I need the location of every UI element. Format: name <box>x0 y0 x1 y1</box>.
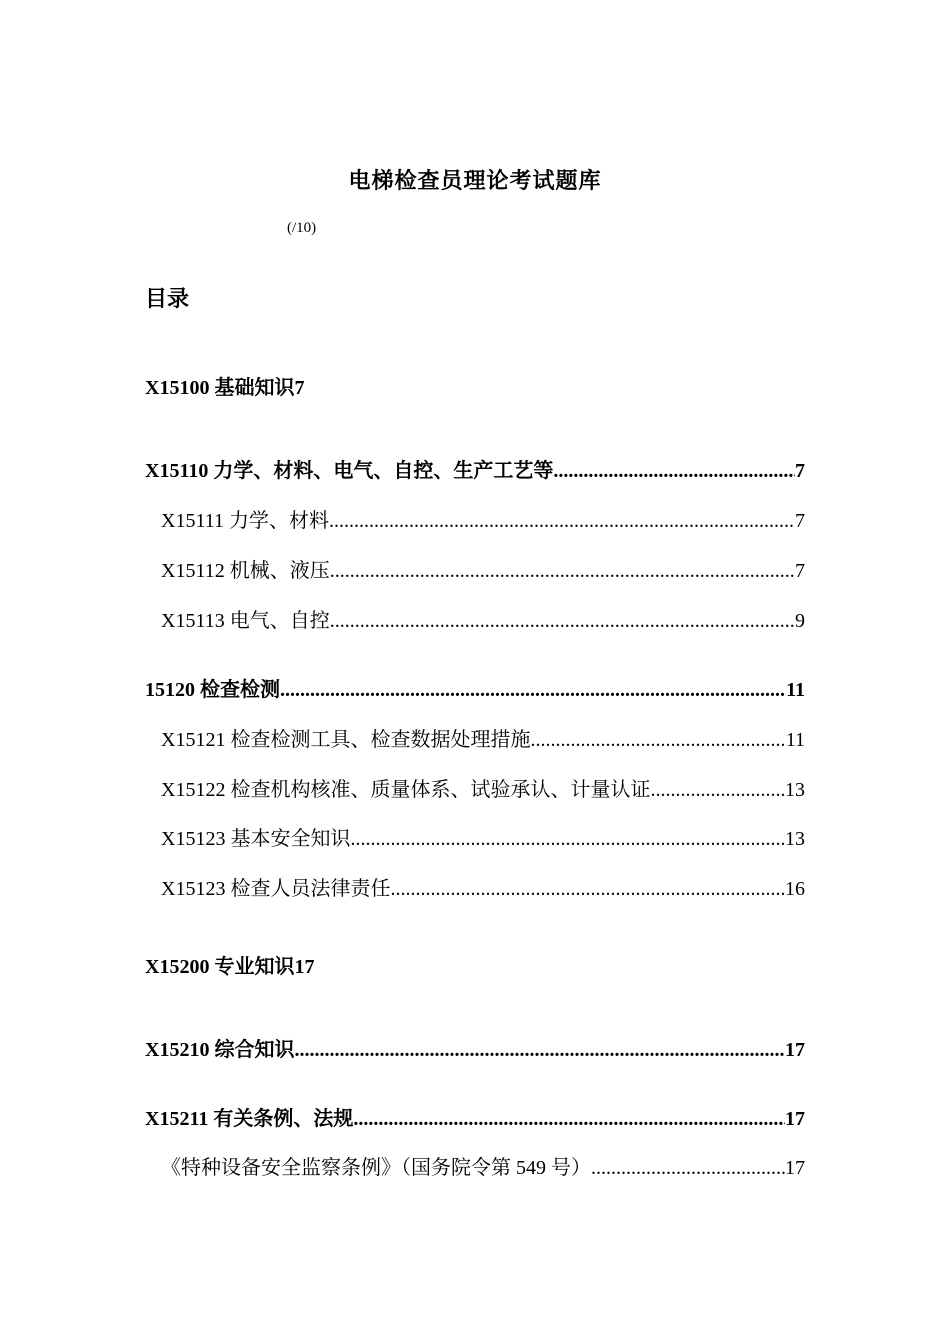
toc-entry-label: X15100 基础知识 <box>145 377 295 399</box>
toc-entry-label: X15123 检查人员法律责任 <box>161 878 391 900</box>
toc-leader-dots <box>294 1036 785 1064</box>
toc-leader-dots <box>553 457 795 485</box>
toc-entry-page: 11 <box>785 729 805 751</box>
toc-leader-dots <box>330 607 795 635</box>
toc-entry-page: 7 <box>795 460 805 482</box>
toc-entry-page: 13 <box>785 779 805 801</box>
toc-entry-page: 9 <box>795 610 805 632</box>
toc-entry-label: 15120 检查检测 <box>145 679 280 701</box>
toc-entry-label: X15112 机械、液压 <box>161 560 330 582</box>
toc-leader-dots <box>390 875 785 903</box>
document-subtitle: (/10) <box>287 220 317 236</box>
toc-entry-page: 17 <box>785 1108 805 1130</box>
toc-entry[interactable] <box>161 875 805 903</box>
toc-entry-page: 11 <box>786 679 805 701</box>
toc-entry[interactable] <box>145 374 805 402</box>
toc-leader-dots <box>650 776 785 804</box>
toc-entry-page: 17 <box>294 956 315 978</box>
toc-entry-label: X15111 力学、材料 <box>161 510 329 532</box>
toc-entry[interactable] <box>161 507 805 535</box>
toc-entry-label: X15113 电气、自控 <box>161 610 330 632</box>
toc-leader-dots <box>280 676 786 704</box>
toc-entry-page: 13 <box>785 828 805 850</box>
toc-entry-page: 7 <box>795 510 805 532</box>
toc-entry[interactable] <box>145 676 805 704</box>
toc-entry-label: X15123 基本安全知识 <box>161 828 351 850</box>
toc-entry[interactable] <box>145 953 805 981</box>
toc-entry[interactable] <box>161 1154 805 1182</box>
toc-entry-label: X15121 检查检测工具、检查数据处理措施 <box>161 729 531 751</box>
toc-leader-dots <box>591 1154 785 1182</box>
toc-entry-label: X15110 力学、材料、电气、自控、生产工艺等 <box>145 460 554 482</box>
toc-leader-dots <box>330 557 795 585</box>
toc-leader-dots <box>530 726 785 754</box>
toc-entry[interactable] <box>145 1105 805 1133</box>
toc-entry[interactable] <box>161 726 805 754</box>
toc-entry[interactable] <box>161 607 805 635</box>
toc-heading: 目录 <box>145 286 190 311</box>
toc-entry[interactable] <box>161 557 805 585</box>
toc-leader-dots <box>353 1105 785 1133</box>
document-title: 电梯检查员理论考试题库 <box>348 168 602 193</box>
toc-entry[interactable] <box>145 457 805 485</box>
toc-entry-label: 《特种设备安全监察条例》（国务院令第 549 号） <box>161 1157 591 1179</box>
toc-leader-dots <box>329 507 795 535</box>
toc-entry-page: 17 <box>785 1157 805 1179</box>
toc-entry-label: X15211 有关条例、法规 <box>145 1108 354 1130</box>
toc-entry-label: X15200 专业知识 <box>145 956 295 978</box>
toc-leader-dots <box>350 825 785 853</box>
toc-entry[interactable] <box>161 776 805 804</box>
toc-entry-page: 17 <box>785 1039 805 1061</box>
toc-entry[interactable] <box>161 825 805 853</box>
toc-entry-label: X15210 综合知识 <box>145 1039 295 1061</box>
toc-entry-page: 7 <box>294 377 305 399</box>
toc-entry-page: 16 <box>785 878 805 900</box>
toc-entry-page: 7 <box>795 560 805 582</box>
toc-entry[interactable] <box>145 1036 805 1064</box>
toc-entry-label: X15122 检查机构核准、质量体系、试验承认、计量认证 <box>161 779 651 801</box>
